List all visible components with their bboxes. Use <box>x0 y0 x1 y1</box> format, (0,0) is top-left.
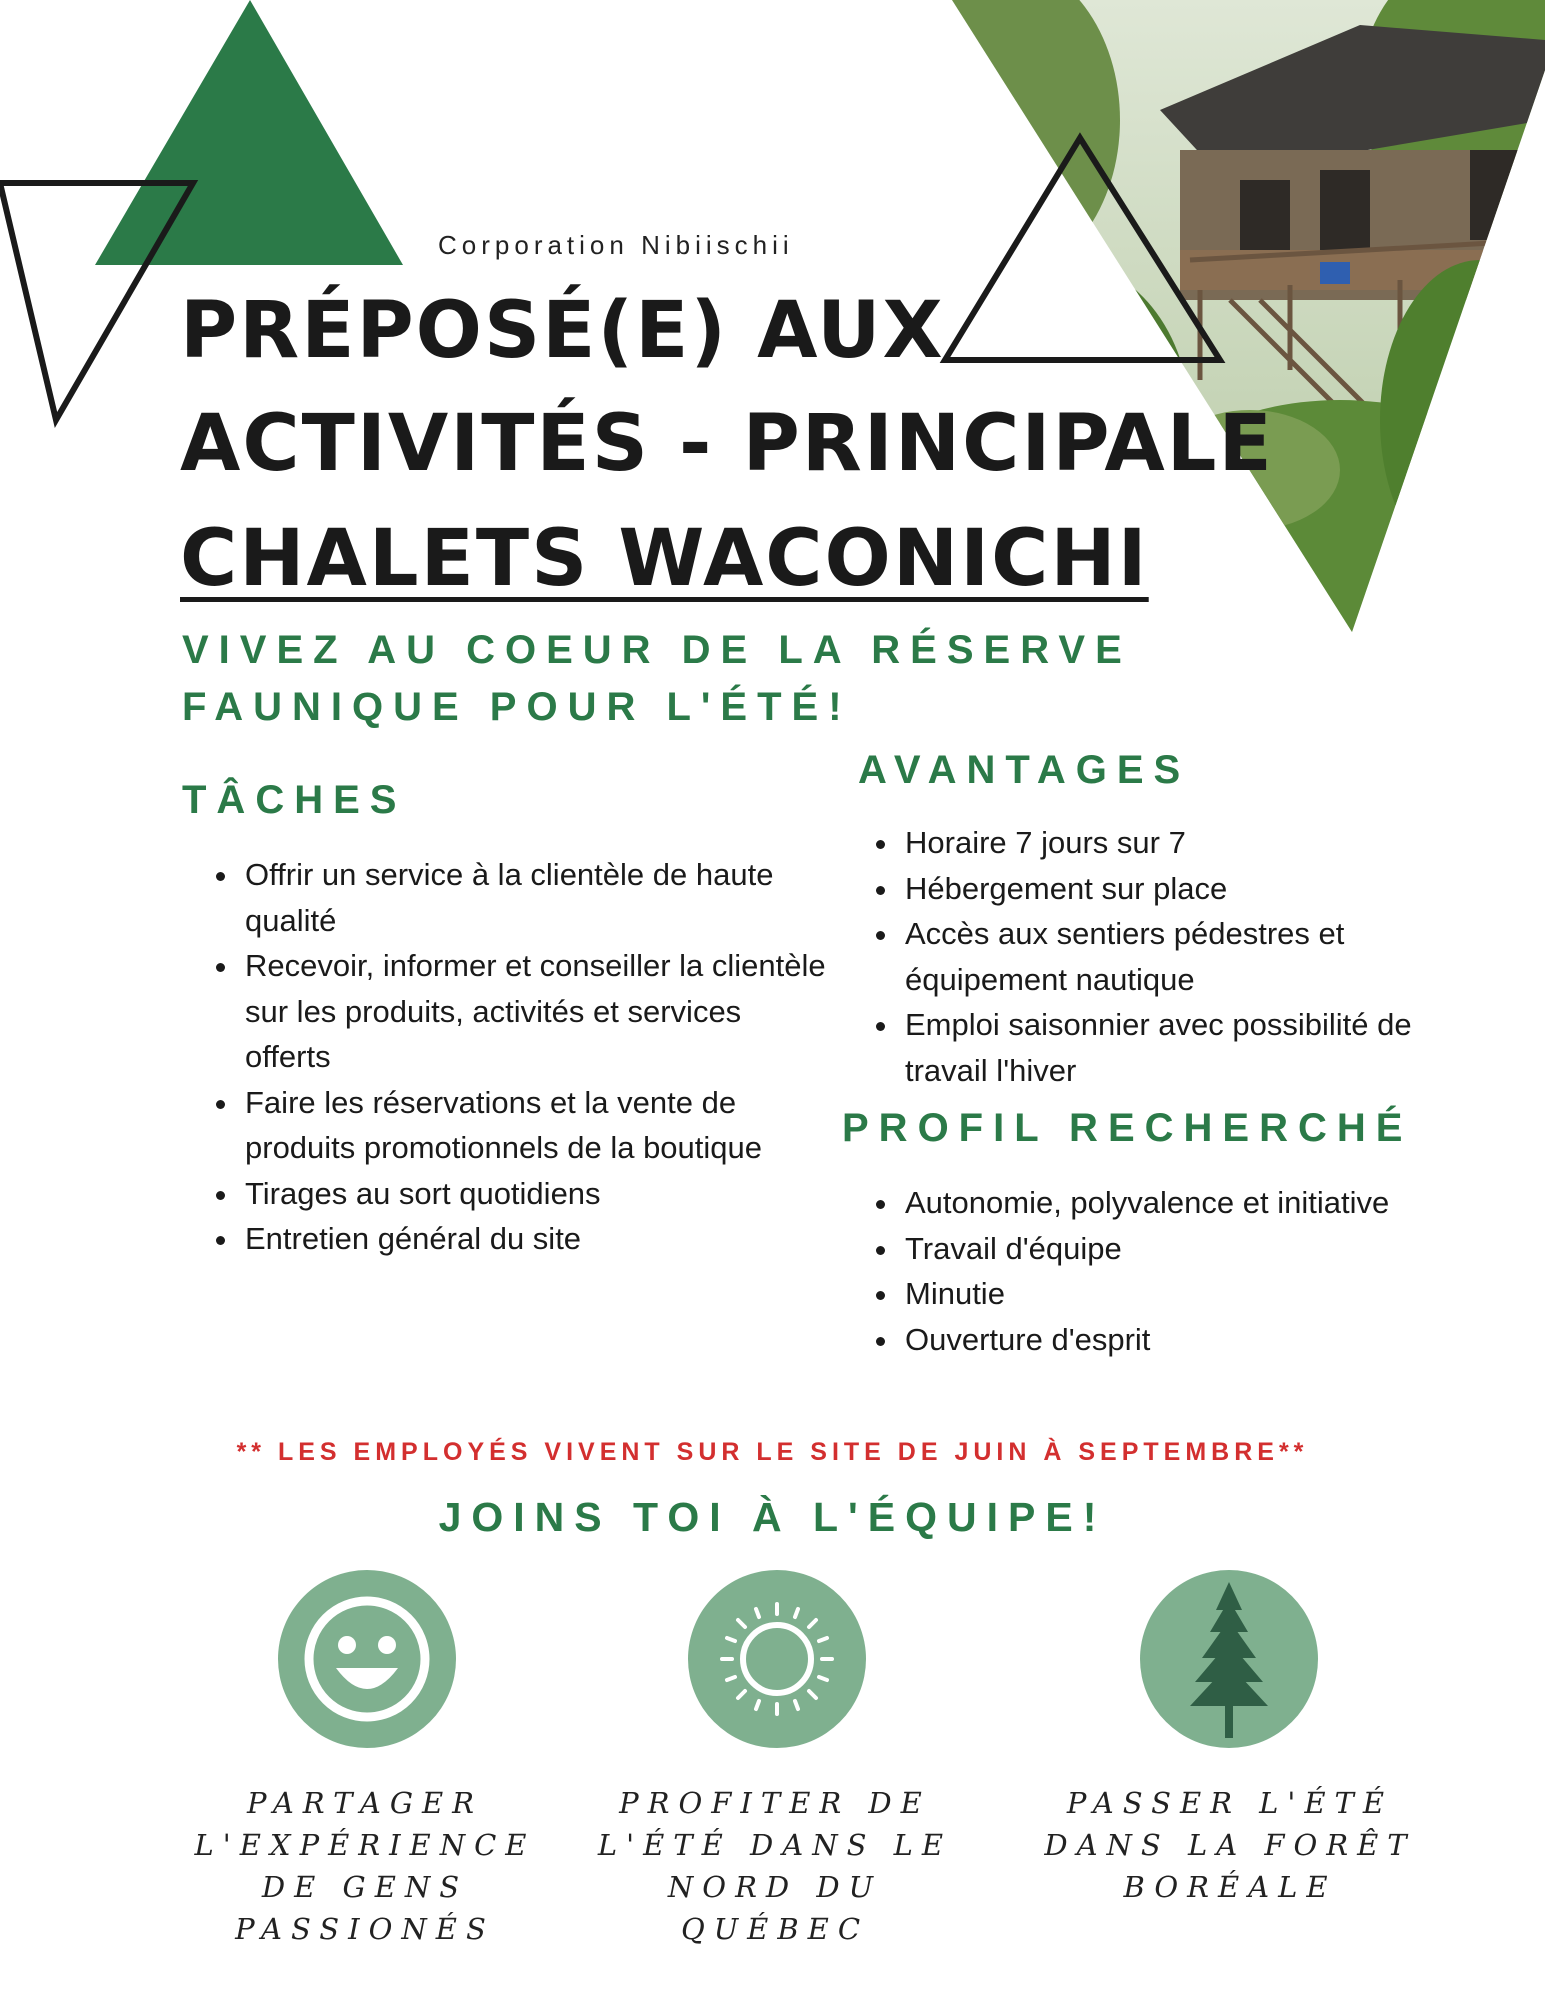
job-title-line-2: ACTIVITÉS - PRINCIPALE <box>180 399 1274 489</box>
list-item: • Accès aux sentiers pédestres et équipement nautique <box>901 911 1481 1002</box>
taches-list <box>183 852 831 1262</box>
profil-list <box>843 1180 1461 1362</box>
list-item: • Tirages au sort quotidiens <box>241 1171 831 1217</box>
list-item: • Offrir un service à la clientèle de haute qualité <box>241 852 831 943</box>
call-to-action: JOINS TOI À L'ÉQUIPE! <box>438 1494 1107 1540</box>
avantages-list <box>843 820 1481 1093</box>
list-item: • Horaire 7 jours sur 7 <box>901 820 1481 866</box>
smiley-icon <box>278 1570 456 1748</box>
residence-note: ** LES EMPLOYÉS VIVENT SUR LE SITE DE JUIN À SEPTEMBRE** <box>236 1438 1309 1466</box>
tagline: VIVEZ AU COEUR DE LA RÉSERVE FAUNIQUE POUR L'ÉTÉ! <box>182 628 1132 729</box>
list-item: • Emploi saisonnier avec possibilité de travail l'hiver <box>901 1002 1481 1093</box>
green-triangle <box>95 0 403 265</box>
job-title-line-1: PRÉPOSÉ(E) AUX <box>180 286 945 376</box>
list-item: • Faire les réservations et la vente de produits promotionnels de la boutique <box>241 1080 831 1171</box>
list-item: • Ouverture d'esprit <box>901 1317 1461 1363</box>
feature-caption: PARTAGER L'EXPÉRIENCE DE GENS PASSIONÉS <box>194 1786 536 1946</box>
company-name: Corporation Nibiischii <box>438 230 794 260</box>
profil-heading: PROFIL RECHERCHÉ <box>842 1106 1413 1150</box>
list-item: • Travail d'équipe <box>901 1226 1461 1272</box>
job-title-line-3: CHALETS WACONICHI <box>180 514 1149 604</box>
feature-caption: PASSER L'ÉTÉ DANS LA FORÊT BORÉALE <box>1044 1786 1416 1904</box>
list-item: • Minutie <box>901 1271 1461 1317</box>
avantages-heading: AVANTAGES <box>858 748 1191 792</box>
feature-caption: PROFITER DE L'ÉTÉ DANS LE NORD DU QUÉBEC <box>597 1786 953 1946</box>
list-item: • Recevoir, informer et conseiller la clientèle sur les produits, activités et services offerts <box>241 943 831 1080</box>
list-item: • Hébergement sur place <box>901 866 1481 912</box>
sun-icon <box>688 1570 866 1748</box>
pine-tree-icon <box>1140 1570 1318 1748</box>
list-item: • Autonomie, polyvalence et initiative <box>901 1180 1461 1226</box>
list-item: • Entretien général du site <box>241 1216 831 1262</box>
taches-heading: TÂCHES <box>182 778 407 822</box>
